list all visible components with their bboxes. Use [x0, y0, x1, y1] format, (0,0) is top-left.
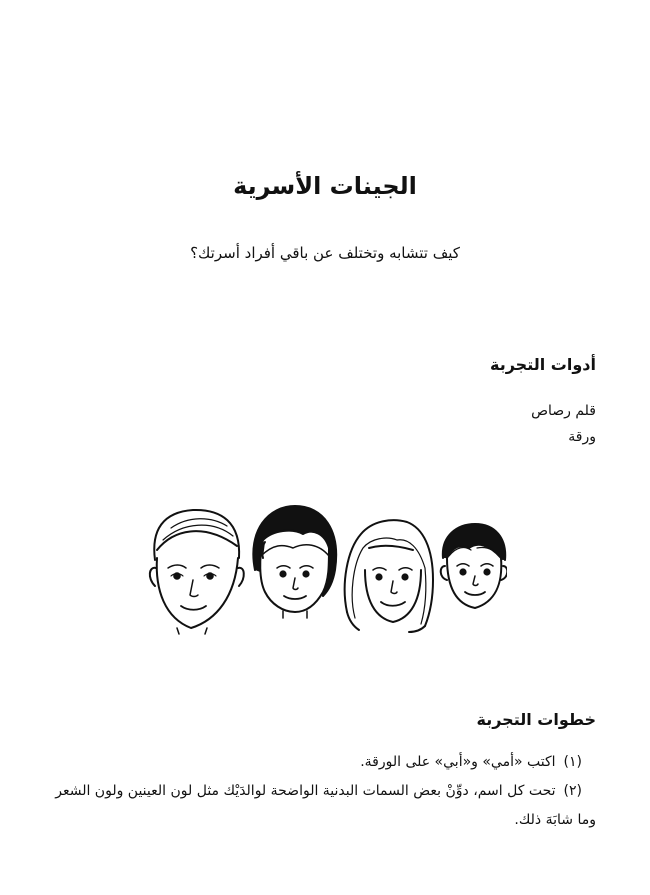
child-face-icon [441, 524, 507, 608]
mother-face-icon [253, 506, 336, 618]
father-face-icon [150, 510, 244, 634]
step-number: (١) [563, 754, 582, 770]
step-text: تحت كل اسم، دوِّنْ بعض السمات البدنية الواضحة لوالدَيْك مثل لون العينين ولون الشعر وما شابَهَ ذلك. [55, 783, 596, 828]
materials-item-pencil: قلم رصاص [531, 403, 596, 419]
materials-item-paper: ورقة [568, 429, 596, 445]
step-item [51, 777, 596, 835]
materials-list [531, 398, 596, 450]
sister-face-icon [345, 520, 433, 632]
family-faces-illustration [143, 500, 507, 635]
page-subtitle: كيف تتشابه وتختلف عن باقي أفراد أسرتك؟ [190, 244, 460, 262]
materials-heading: أدوات التجربة [490, 355, 596, 374]
step-number: (٢) [563, 783, 582, 799]
step-item [51, 748, 596, 777]
steps-list [51, 748, 596, 835]
steps-heading: خطوات التجربة [476, 710, 596, 729]
page-title: الجينات الأسرية [233, 172, 417, 200]
step-text: اكتب «أمي» و«أبي» على الورقة. [360, 754, 556, 770]
